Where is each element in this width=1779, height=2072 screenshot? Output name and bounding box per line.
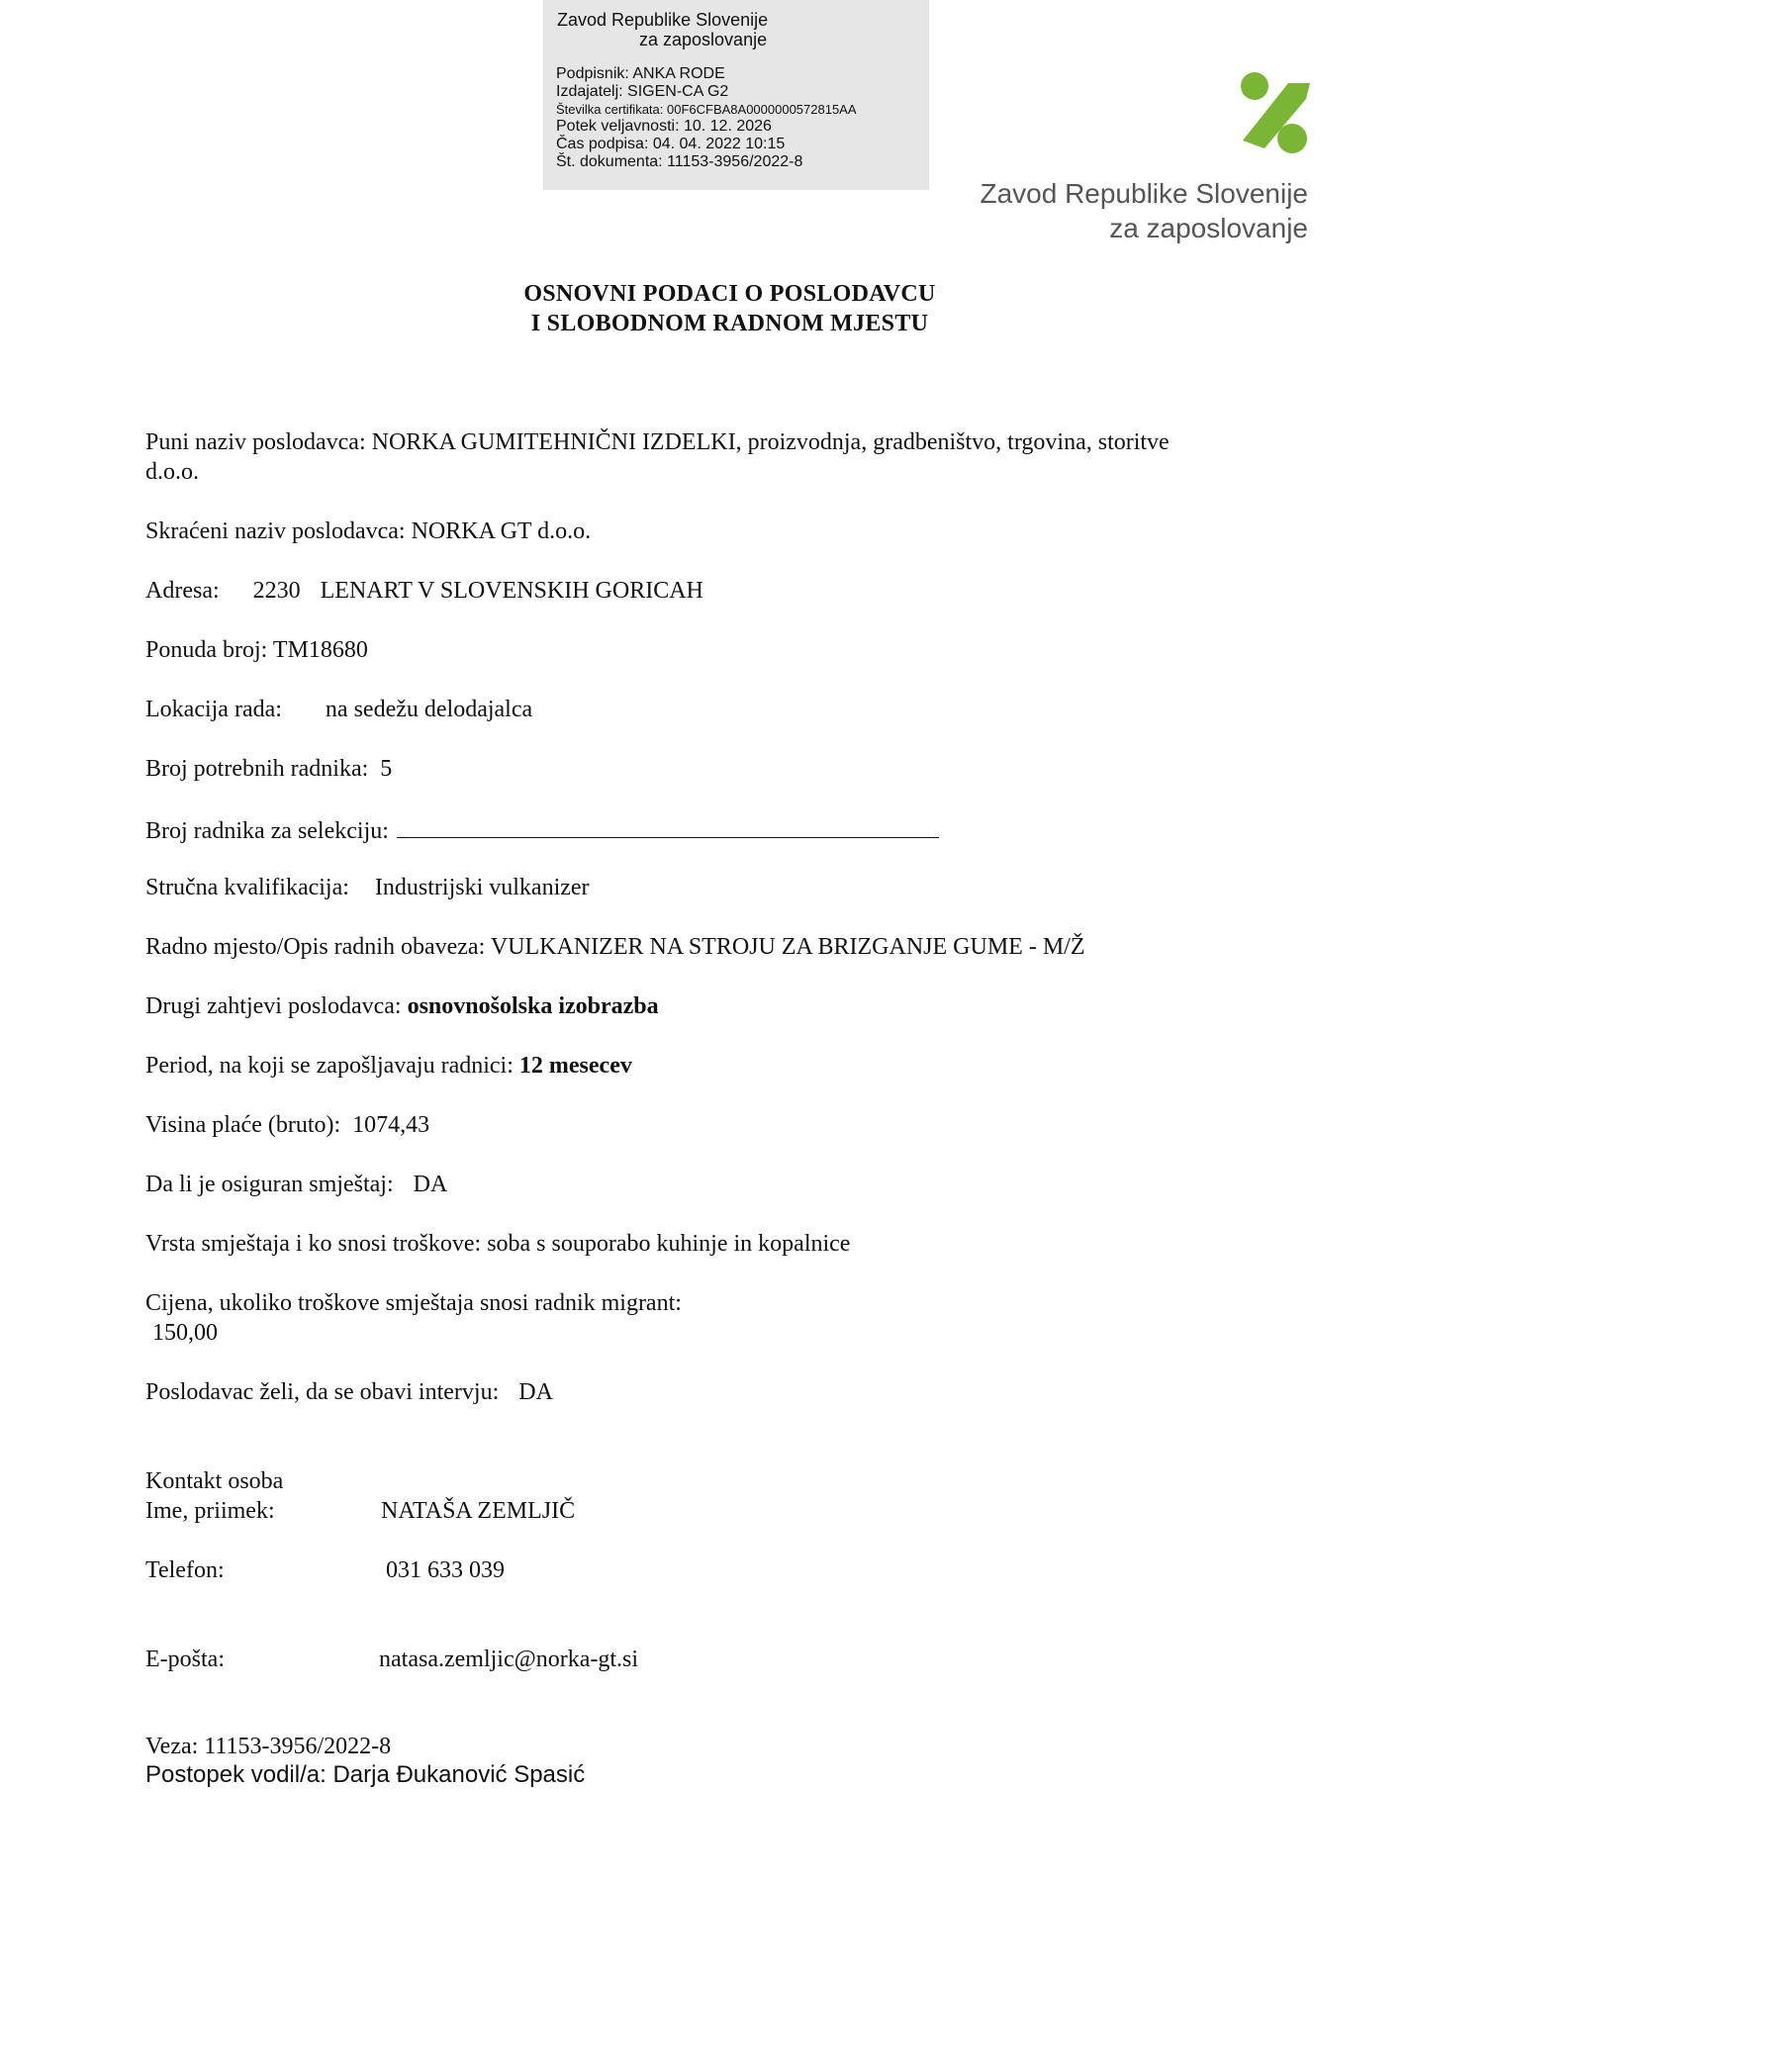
short-name-value: NORKA GT d.o.o.	[411, 518, 592, 544]
housing-cost-value: 150,00	[152, 1320, 218, 1346]
contact-name-label: Ime, priimek:	[145, 1498, 275, 1524]
address-city: LENART V SLOVENSKIH GORICAH	[320, 578, 703, 604]
period-label: Period, na koji se zapošljavaju radnici:	[145, 1053, 514, 1079]
location-label: Lokacija rada:	[145, 697, 282, 722]
housing-label: Da li je osiguran smještaj:	[145, 1172, 394, 1197]
other-requirements-label: Drugi zahtjevi poslodavca:	[145, 993, 402, 1019]
housing-type-row	[145, 1229, 850, 1259]
period-value: 12 mesecev	[518, 1053, 632, 1079]
full-name-value-cont: d.o.o.	[145, 459, 199, 485]
document-title	[396, 279, 1064, 338]
stamp-certificate: Številka certifikata: 00F6CFBA8A0000000572815AA	[556, 102, 857, 117]
full-name-label: Puni naziv poslodavca:	[145, 429, 366, 455]
other-requirements-row	[145, 991, 659, 1021]
contact-name-value: NATAŠA ZEMLJIČ	[381, 1498, 576, 1524]
qualification-row	[145, 873, 590, 902]
full-name-row	[145, 427, 1170, 457]
stamp-signer: Podpisnik: ANKA RODE	[556, 65, 725, 82]
qualification-label: Stručna kvalifikacija:	[145, 875, 349, 900]
title-line1: OSNOVNI PODACI O POSLODAVCU	[523, 281, 936, 307]
address-row	[145, 576, 703, 606]
interview-label: Poslodavac želi, da se obavi intervju:	[145, 1379, 500, 1405]
contact-phone-label: Telefon:	[145, 1557, 225, 1583]
offer-label: Ponuda broj:	[145, 637, 268, 663]
workers-needed-row	[145, 754, 392, 784]
salary-label: Visina plaće (bruto):	[145, 1112, 341, 1138]
zrss-logo-icon	[1237, 69, 1310, 156]
stamp-document-number: Št. dokumenta: 11153-3956/2022-8	[556, 153, 803, 170]
interview-value: DA	[518, 1379, 553, 1405]
workers-selection-blank-line	[397, 813, 939, 838]
location-value: na sedežu delodajalca	[325, 697, 533, 722]
stamp-issuer: Izdajatelj: SIGEN-CA G2	[556, 83, 729, 100]
workers-needed-value: 5	[380, 756, 393, 782]
short-name-row	[145, 517, 591, 546]
contact-heading: Kontakt osoba	[145, 1468, 284, 1494]
address-postcode: 2230	[252, 578, 301, 604]
contact-email-label: E-pošta:	[145, 1647, 225, 1672]
contact-email-value: natasa.zemljic@norka-gt.si	[379, 1647, 639, 1672]
handled-by: Postopek vodil/a: Darja Đukanović Spasić	[145, 1761, 586, 1788]
logo-text	[980, 176, 1308, 245]
qualification-value: Industrijski vulkanizer	[374, 875, 590, 900]
workers-selection-label: Broj radnika za selekciju:	[145, 818, 389, 844]
signature-stamp	[543, 0, 929, 190]
address-label: Adresa:	[145, 578, 220, 604]
salary-row	[145, 1110, 429, 1140]
housing-type-value: soba s souporabo kuhinje in kopalnice	[487, 1231, 851, 1257]
offer-row	[145, 635, 368, 665]
housing-value: DA	[413, 1172, 448, 1197]
title-line2: I SLOBODNOM RADNOM MJESTU	[530, 311, 929, 336]
position-label: Radno mjesto/Opis radnih obaveza:	[145, 934, 486, 960]
logo-line2: za zaposlovanje	[1109, 213, 1308, 243]
short-name-label: Skraćeni naziv poslodavca:	[145, 518, 406, 544]
location-row	[145, 695, 532, 724]
stamp-validity: Potek veljavnosti: 10. 12. 2026	[556, 118, 772, 135]
contact-phone-value: 031 633 039	[386, 1557, 505, 1583]
offer-value: TM18680	[272, 637, 368, 663]
other-requirements-value: osnovnošolska izobrazba	[407, 993, 659, 1019]
housing-row	[145, 1170, 447, 1199]
position-row	[145, 932, 1085, 962]
stamp-org-line2: za zaposlovanje	[639, 30, 768, 49]
position-value: VULKANIZER NA STROJU ZA BRIZGANJE GUME - M/Ž	[490, 934, 1085, 960]
reference-number: Veza: 11153-3956/2022-8	[145, 1734, 392, 1759]
workers-needed-label: Broj potrebnih radnika:	[145, 756, 369, 782]
workers-selection-row	[145, 813, 939, 846]
housing-type-label: Vrsta smještaja i ko snosi troškove:	[145, 1231, 482, 1257]
full-name-value: NORKA GUMITEHNIČNI IZDELKI, proizvodnja, gradbeništvo, trgovina, storitve	[371, 429, 1170, 455]
logo-line1: Zavod Republike Slovenije	[980, 178, 1308, 209]
stamp-signed-at: Čas podpisa: 04. 04. 2022 10:15	[556, 136, 786, 152]
housing-cost-label: Cijena, ukoliko troškove smještaja snosi radnik migrant:	[145, 1290, 682, 1316]
stamp-org-line1: Zavod Republike Slovenije	[557, 10, 769, 30]
salary-value: 1074,43	[352, 1112, 430, 1138]
interview-row	[145, 1377, 553, 1407]
period-row	[145, 1051, 632, 1081]
